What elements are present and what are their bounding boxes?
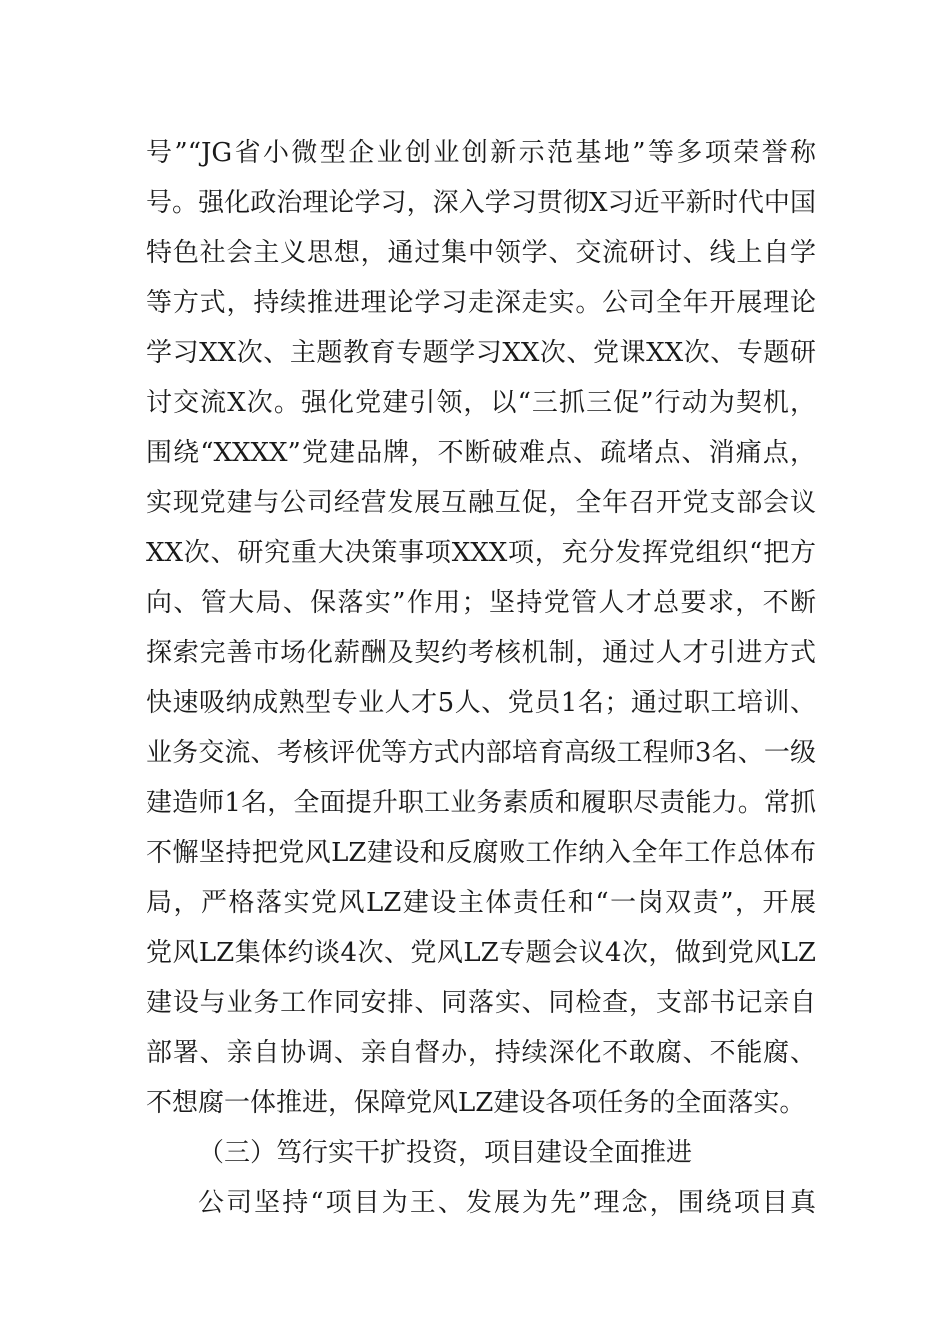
text-line: 不懈坚持把党风LZ建设和反腐败工作纳入全年工作总体布 <box>146 838 816 868</box>
text-line: 公司坚持“项目为王、发展为先”理念，围绕项目真 <box>198 1188 816 1218</box>
text-line: 特色社会主义思想，通过集中领学、交流研讨、线上自学 <box>146 238 816 268</box>
text-line: 等方式，持续推进理论学习走深走实。公司全年开展理论 <box>146 288 816 318</box>
paragraph-party-building <box>146 128 816 1128</box>
text-line: 局，严格落实党风LZ建设主体责任和“一岗双责”，开展 <box>146 888 816 918</box>
text-line: 学习XX次、主题教育专题学习XX次、党课XX次、专题研 <box>146 338 816 368</box>
text-line: 探索完善市场化薪酬及契约考核机制，通过人才引进方式 <box>146 638 816 668</box>
text-line: XX次、研究重大决策事项XXX项，充分发挥党组织“把方 <box>146 538 816 568</box>
text-line: 不想腐一体推进，保障党风LZ建设各项任务的全面落实。 <box>146 1088 806 1118</box>
text-line: 向、管大局、保落实”作用；坚持党管人才总要求，不断 <box>146 588 816 618</box>
text-line: 围绕“XXXX”党建品牌，不断破难点、疏堵点、消痛点， <box>146 438 816 468</box>
text-line: 党风LZ集体约谈4次、党风LZ专题会议4次，做到党风LZ <box>146 938 816 968</box>
text-line: 实现党建与公司经营发展互融互促，全年召开党支部会议 <box>146 488 816 518</box>
text-line: 建设与业务工作同安排、同落实、同检查，支部书记亲自 <box>146 988 816 1018</box>
document-body <box>146 128 816 1228</box>
text-line: 部署、亲自协调、亲自督办，持续深化不敢腐、不能腐、 <box>146 1038 816 1068</box>
text-line: 快速吸纳成熟型专业人才5人、党员1名；通过职工培训、 <box>146 688 816 718</box>
text-line: 号。强化政治理论学习，深入学习贯彻X习近平新时代中国 <box>146 188 816 218</box>
section-heading: （三）笃行实干扩投资，项目建设全面推进 <box>198 1138 693 1168</box>
text-line: 讨交流X次。强化党建引领，以“三抓三促”行动为契机， <box>146 388 816 418</box>
paragraph-investment <box>146 1178 816 1228</box>
text-line: 业务交流、考核评优等方式内部培育高级工程师3名、一级 <box>146 738 816 768</box>
text-line: 号”“JG省小微型企业创业创新示范基地”等多项荣誉称 <box>146 138 816 168</box>
text-line: 建造师1名，全面提升职工业务素质和履职尽责能力。常抓 <box>146 788 816 818</box>
